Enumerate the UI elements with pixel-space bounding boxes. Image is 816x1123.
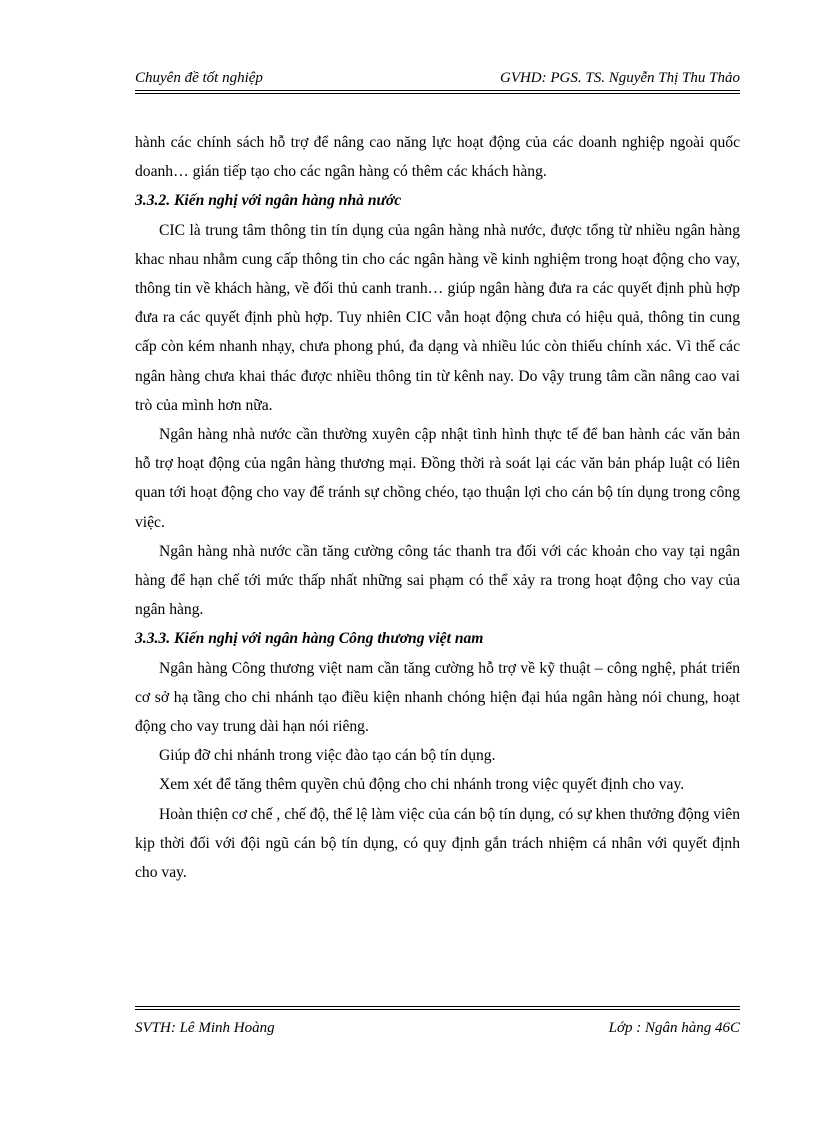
paragraph-training: Giúp đỡ chi nhánh trong việc đào tạo cán bộ tín dụng. xyxy=(159,747,496,765)
header-course-title: Chuyên đề tốt nghiệp xyxy=(135,70,263,86)
paragraph-mechanism: Hoàn thiện cơ chế , chế độ, thể lệ làm việc của cán bộ tín dụng, có sự khen thưởng động viên kịp thời đối với đội ngũ cán bộ tín dụng, có quy định gắn trách nhiệm cá nhân với quyết định cho vay. xyxy=(135,805,740,882)
footer-rule-top xyxy=(135,1006,740,1007)
page-header xyxy=(135,70,740,87)
header-rule-top xyxy=(135,90,740,91)
section-heading-3-3-3: 3.3.3. Kiến nghị với ngân hàng Công thương việt nam xyxy=(135,630,484,648)
document-body xyxy=(135,128,740,887)
section-heading-3-3-2: 3.3.2. Kiến nghị với ngân hàng nhà nước xyxy=(135,192,402,210)
paragraph-continuation: hành các chính sách hỗ trợ để nâng cao năng lực hoạt động của các doanh nghiệp ngoài quốc doanh… gián tiếp tạo cho các ngân hàng có thêm các khách hàng. xyxy=(135,134,740,181)
header-rule-bottom xyxy=(135,93,740,94)
paragraph-state-bank-updates: Ngân hàng nhà nước cần thường xuyên cập nhật tình hình thực tế để ban hành các văn bản hỗ trợ hoạt động của ngân hàng thương mại. Đồng thời rà soát lại các văn bản pháp luật có liên quan tới hoạt động cho vay để tránh sự chồng chéo, tạo thuận lợi cho cán bộ tín dụng trong công việc. xyxy=(135,426,740,531)
header-supervisor: GVHD: PGS. TS. Nguyễn Thị Thu Thảo xyxy=(499,70,740,86)
paragraph-tech-support: Ngân hàng Công thương việt nam cần tăng cường hỗ trợ về kỹ thuật – công nghệ, phát triển cơ sở hạ tầng cho chi nhánh tạo điều kiện nhanh chóng hiện đại húa ngân hàng nói chung, hoạt động cho vay trung dài hạn nói riêng. xyxy=(135,659,740,736)
paragraph-cic: CIC là trung tâm thông tin tín dụng của ngân hàng nhà nước, được tổng từ nhiều ngân hàng khac nhau nhằm cung cấp thông tin cho các ngân hàng về kinh nghiệm trong hoạt động cho vay, thông tin về khách hàng, về đối thủ canh tranh… giúp ngân hàng đưa ra các quyết định phù hợp đưa ra các quyết định phù hợp. Tuy nhiên CIC vẫn hoạt động chưa có hiệu quả, thông tin cung cấp còn kém nhanh nhạy, chưa phong phú, đa dạng và nhiều lúc còn thiếu chính xác. Vì thế các ngân hàng chưa khai thác được nhiều thông tin từ kênh nay. Do vậy trung tâm cần nâng cao vai trò của mình hơn nữa. xyxy=(135,221,740,414)
footer-class: Lớp : Ngân hàng 46C xyxy=(608,1020,740,1036)
footer-rule-bottom xyxy=(135,1009,740,1010)
page-footer xyxy=(135,1020,740,1037)
paragraph-autonomy: Xem xét để tăng thêm quyền chủ động cho chi nhánh trong việc quyết định cho vay. xyxy=(159,776,685,794)
paragraph-state-bank-inspection: Ngân hàng nhà nước cần tăng cường công tác thanh tra đối với các khoản cho vay tại ngân hàng để hạn chế tới mức thấp nhất những sai phạm có thể xảy ra trong hoạt động cho vay của ngân hàng. xyxy=(135,542,740,619)
footer-student: SVTH: Lê Minh Hoàng xyxy=(135,1020,275,1036)
